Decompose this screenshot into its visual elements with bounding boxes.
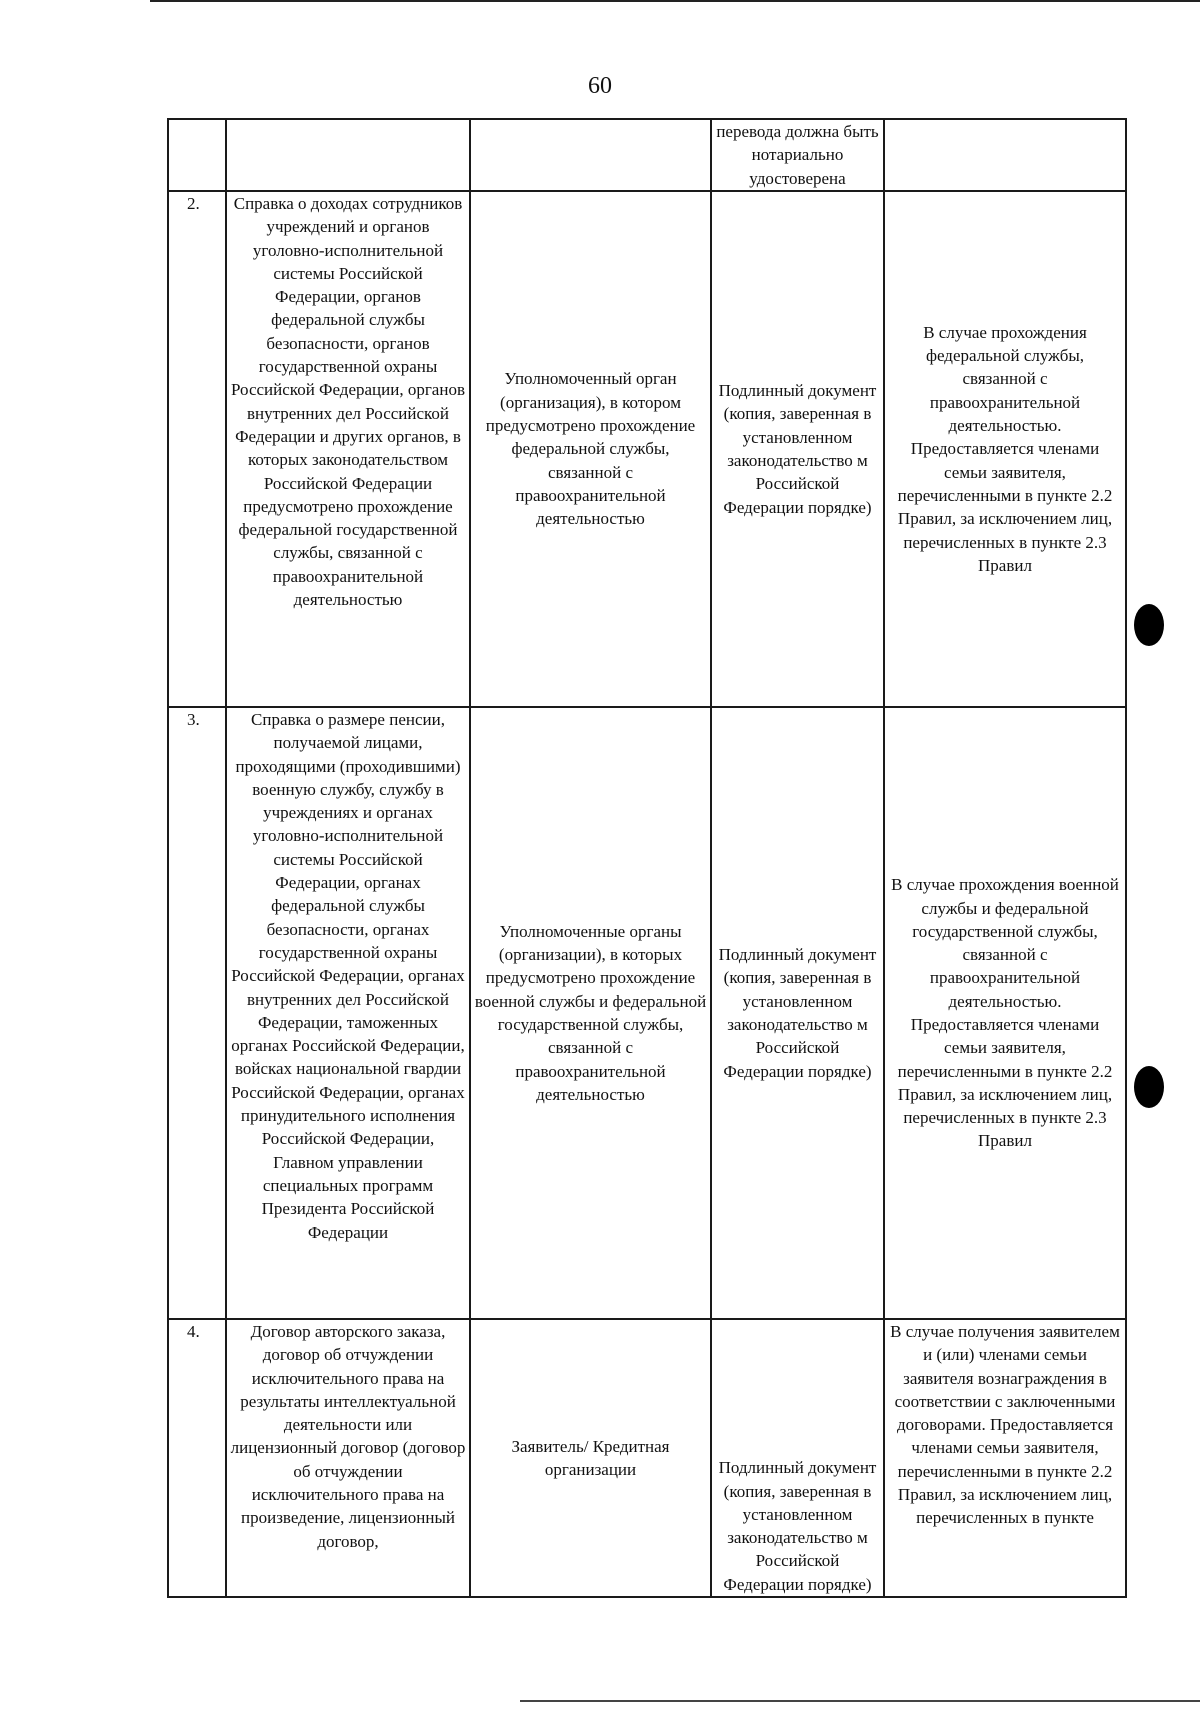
table-row — [168, 1319, 1126, 1597]
punch-hole-mark — [1134, 1066, 1164, 1108]
cell-document: Справка о доходах сотрудников учреждений и органов уголовно-исполнительной системы Российской Федерации, органов федеральной службы безопасности, органов государственной охраны Российской Федерации, органов внутренних дел Российской Федерации и других органов, в которых законодательством Российской Федерации предусмотрено прохождение федеральной государственной службы, связанной с правоохранительной деятельностью — [226, 191, 470, 707]
scan-edge-top — [150, 0, 1200, 2]
cell-note: В случае получения заявителем и (или) членами семьи заявителя вознаграждения в соответствии с заключенными договорами. Предоставляется членами семьи заявителя, перечисленными в пункте 2.2 Правил, за исключением лиц, перечисленных в пункте — [884, 1319, 1126, 1597]
table-row — [168, 707, 1126, 1319]
punch-hole-mark — [1134, 604, 1164, 646]
cell-source: Заявитель/ Кредитная организации — [470, 1319, 711, 1597]
cell-note: В случае прохождения федеральной службы, связанной с правоохранительной деятельностью. Предоставляется членами семьи заявителя, перечисленными в пункте 2.2 Правил, за исключением лиц, перечисленных в пункте 2.3 Правил — [884, 191, 1126, 707]
cell-source — [470, 119, 711, 191]
cell-form: Подлинный документ (копия, заверенная в установленном законодательство м Российской Федерации порядке) — [711, 191, 884, 707]
cell-document: Договор авторского заказа, договор об отчуждении исключительного права на результаты интеллектуальной деятельности или лицензионный договор (договор об отчуждении исключительного права на произведение, лицензионный договор, — [226, 1319, 470, 1597]
table-row-continuation — [168, 119, 1126, 191]
documents-table — [167, 118, 1127, 1598]
cell-num: 2. — [168, 191, 226, 707]
page-number: 60 — [588, 73, 612, 99]
cell-form: Подлинный документ (копия, заверенная в установленном законодательство м Российской Федерации порядке) — [711, 1319, 884, 1597]
cell-source: Уполномоченный орган (организация), в котором предусмотрено прохождение федеральной службы, связанной с правоохранительной деятельностью — [470, 191, 711, 707]
table-row — [168, 191, 1126, 707]
cell-form: Подлинный документ (копия, заверенная в установленном законодательство м Российской Федерации порядке) — [711, 707, 884, 1319]
cell-num: 3. — [168, 707, 226, 1319]
cell-document: Справка о размере пенсии, получаемой лицами, проходящими (проходившими) военную службу, службу в учреждениях и органах уголовно-исполнительной системы Российской Федерации, органах федеральной службы безопасности, органах государственной охраны Российской Федерации, органах внутренних дел Российской Федерации, таможенных органах Российской Федерации, войсках национальной гвардии Российской Федерации, органах принудительного исполнения Российской Федерации, Главном управлении специальных программ Президента Российской Федерации — [226, 707, 470, 1319]
cell-source: Уполномоченные органы (организации), в которых предусмотрено прохождение военной службы и федеральной государственной службы, связанной с правоохранительной деятельностью — [470, 707, 711, 1319]
cell-document — [226, 119, 470, 191]
cell-note — [884, 119, 1126, 191]
scan-edge-bottom — [520, 1700, 1200, 1702]
cell-form: перевода должна быть нотариально удостоверена — [711, 119, 884, 191]
cell-num: 4. — [168, 1319, 226, 1597]
cell-num — [168, 119, 226, 191]
cell-note: В случае прохождения военной службы и федеральной государственной службы, связанной с правоохранительной деятельностью. Предоставляется членами семьи заявителя, перечисленными в пункте 2.2 Правил, за исключением лиц, перечисленных в пункте 2.3 Правил — [884, 707, 1126, 1319]
